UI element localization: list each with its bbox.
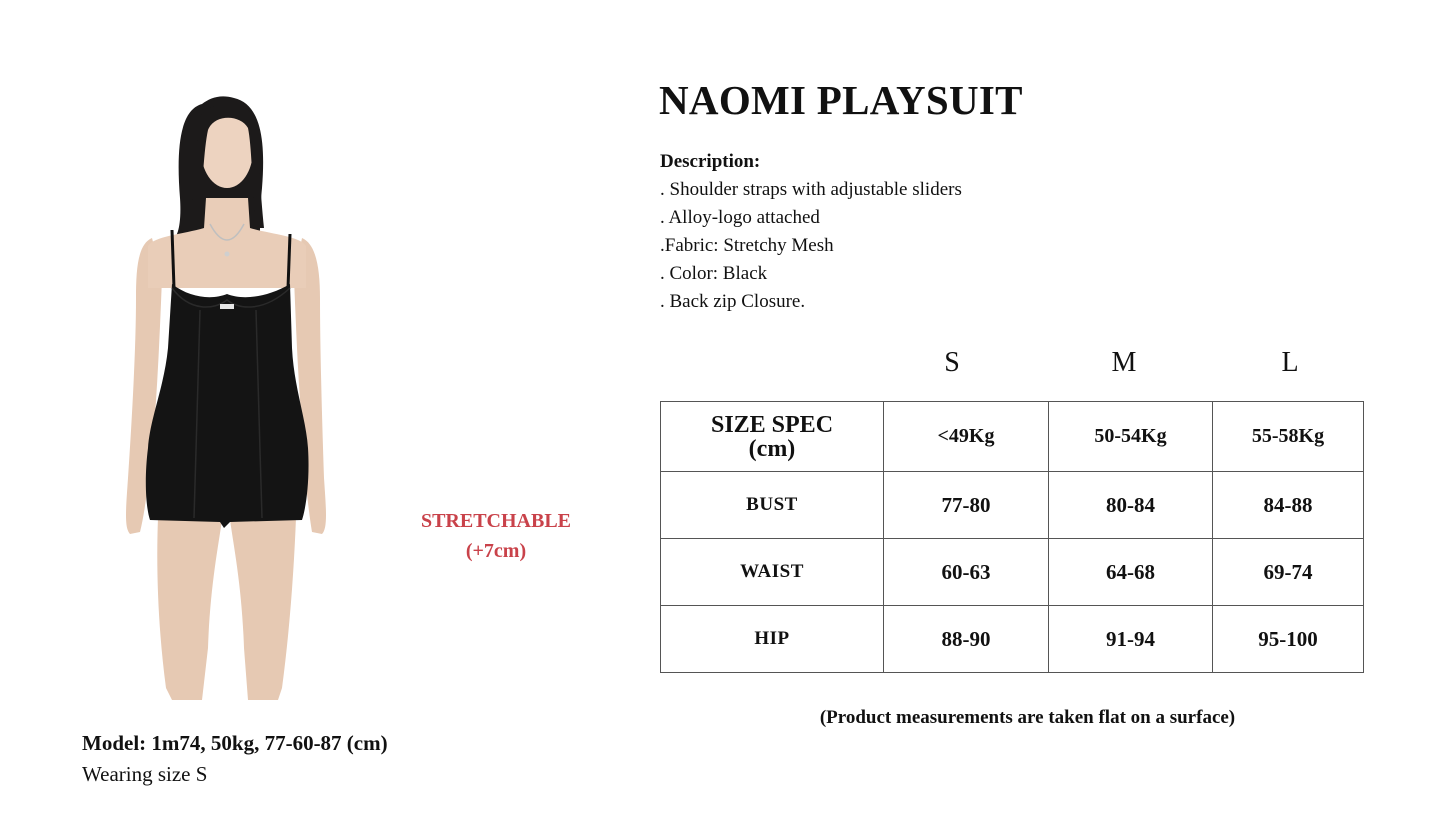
description-item: .Fabric: Stretchy Mesh (660, 235, 834, 256)
row-label: HIP (661, 606, 884, 673)
row-label: WAIST (661, 539, 884, 606)
size-letter-m: M (1111, 347, 1137, 378)
table-cell: 60-63 (884, 539, 1049, 606)
size-spec-label-line2: (cm) (748, 435, 796, 462)
description-item: . Color: Black (660, 263, 768, 284)
weight-cell-m: 50-54Kg (1049, 402, 1213, 472)
row-label: BUST (661, 472, 884, 539)
size-spec-label (661, 402, 884, 472)
table-row-waist (661, 539, 1364, 606)
stretchable-note (400, 506, 592, 566)
table-cell: 91-94 (1049, 606, 1213, 673)
model-info (82, 728, 388, 790)
stretchable-amount: (+7cm) (465, 540, 527, 562)
size-letter-s: S (944, 347, 960, 378)
size-letters (0, 345, 1445, 385)
model-wearing-size: Wearing size S (82, 762, 208, 786)
size-spec-label-line1: SIZE SPEC (710, 411, 834, 438)
table-header-row (661, 402, 1364, 472)
weight-cell-s: <49Kg (884, 402, 1049, 472)
description-heading: Description: (660, 151, 761, 172)
measurement-note: (Product measurements are taken flat on a surface) (819, 707, 1236, 728)
table-cell: 77-80 (884, 472, 1049, 539)
table-cell: 84-88 (1213, 472, 1364, 539)
description-item: . Back zip Closure. (660, 291, 806, 312)
table-row-bust (661, 472, 1364, 539)
product-title: NAOMI PLAYSUIT (659, 77, 1023, 123)
table-cell: 80-84 (1049, 472, 1213, 539)
stretchable-label: STRETCHABLE (420, 510, 572, 532)
description-item: . Alloy-logo attached (660, 207, 820, 228)
description-item: . Shoulder straps with adjustable sliders (660, 179, 962, 200)
table-cell: 69-74 (1213, 539, 1364, 606)
table-cell: 64-68 (1049, 539, 1213, 606)
table-row-hip (661, 606, 1364, 673)
description-list (660, 176, 962, 316)
size-spec-table (660, 401, 1364, 673)
model-measurements: Model: 1m74, 50kg, 77-60-87 (cm) (82, 731, 388, 755)
product-description (660, 148, 962, 316)
table-cell: 88-90 (884, 606, 1049, 673)
model-photo (110, 88, 350, 706)
size-letter-l: L (1281, 347, 1299, 378)
table-cell: 95-100 (1213, 606, 1364, 673)
weight-cell-l: 55-58Kg (1213, 402, 1364, 472)
